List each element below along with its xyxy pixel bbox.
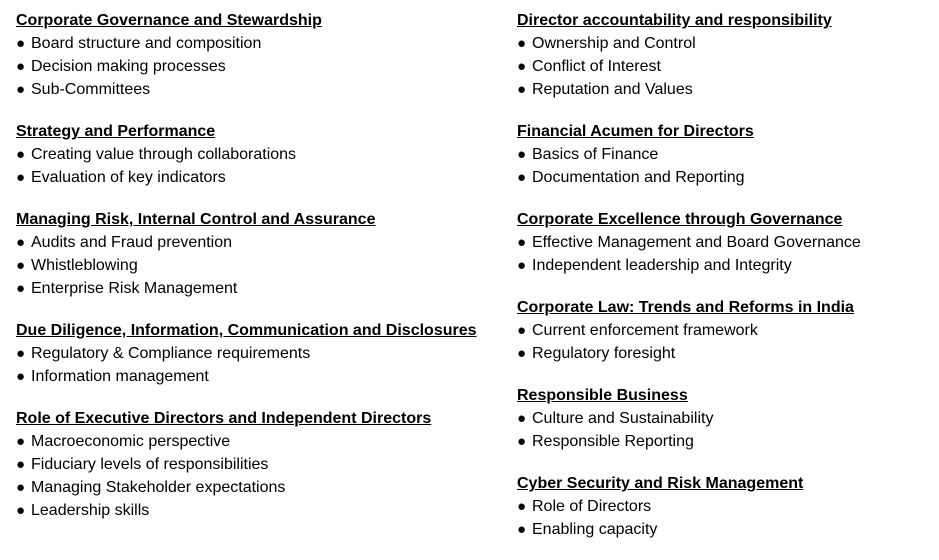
- list-item: [517, 342, 927, 365]
- list-item-text: Decision making processes: [31, 58, 226, 75]
- bullet-icon: ●: [16, 502, 26, 519]
- bullet-icon: ●: [16, 58, 26, 75]
- section-heading: Role of Executive Directors and Independent Directors: [16, 410, 432, 427]
- list-item-text: Current enforcement framework: [532, 322, 758, 339]
- list-item-text: Managing Stakeholder expectations: [31, 479, 286, 496]
- list-item-text: Regulatory & Compliance requirements: [31, 345, 311, 362]
- list-item: [16, 78, 506, 101]
- section-director-accountability: [517, 9, 927, 101]
- list-item: [16, 231, 506, 254]
- bullet-icon: ●: [16, 146, 26, 163]
- list-item-text: Culture and Sustainability: [532, 410, 714, 427]
- section-heading: Managing Risk, Internal Control and Assurance: [16, 211, 376, 228]
- section-heading: Strategy and Performance: [16, 123, 216, 140]
- section-corporate-governance: [16, 9, 506, 101]
- list-item: [517, 407, 927, 430]
- bullet-icon: ●: [517, 410, 527, 427]
- bullet-icon: ●: [16, 35, 26, 52]
- list-item: [517, 518, 927, 541]
- list-item-text: Basics of Finance: [532, 146, 659, 163]
- list-item-text: Responsible Reporting: [532, 433, 694, 450]
- list-item-text: Whistleblowing: [31, 257, 138, 274]
- section-heading: Corporate Law: Trends and Reforms in India: [517, 299, 854, 316]
- list-item: [517, 495, 927, 518]
- list-item: [517, 55, 927, 78]
- section-heading: Cyber Security and Risk Management: [517, 475, 804, 492]
- list-item-text: Independent leadership and Integrity: [532, 257, 792, 274]
- section-heading: Responsible Business: [517, 387, 688, 404]
- bullet-icon: ●: [517, 234, 527, 251]
- list-item: [16, 430, 506, 453]
- list-item-text: Creating value through collaborations: [31, 146, 297, 163]
- list-item: [16, 55, 506, 78]
- list-item-text: Conflict of Interest: [532, 58, 661, 75]
- bullet-icon: ●: [16, 368, 26, 385]
- section-heading: Due Diligence, Information, Communication and Disclosures: [16, 322, 477, 339]
- list-item: [16, 476, 506, 499]
- list-item: [16, 499, 506, 522]
- section-corporate-law: [517, 296, 927, 365]
- section-responsible-business: [517, 384, 927, 453]
- bullet-icon: ●: [16, 280, 26, 297]
- bullet-icon: ●: [16, 433, 26, 450]
- bullet-icon: ●: [517, 169, 527, 186]
- section-cyber-security: [517, 472, 927, 541]
- list-item: [16, 453, 506, 476]
- list-item: [16, 254, 506, 277]
- list-item: [517, 143, 927, 166]
- bullet-icon: ●: [16, 169, 26, 186]
- list-item: [16, 166, 506, 189]
- list-item-text: Reputation and Values: [532, 81, 693, 98]
- section-role-of-directors: [16, 407, 506, 522]
- list-item-text: Effective Management and Board Governance: [532, 234, 861, 251]
- section-strategy-performance: [16, 120, 506, 189]
- list-item: [517, 78, 927, 101]
- bullet-icon: ●: [517, 58, 527, 75]
- section-due-diligence: [16, 319, 506, 388]
- section-financial-acumen: [517, 120, 927, 189]
- list-item-text: Audits and Fraud prevention: [31, 234, 233, 251]
- list-item-text: Leadership skills: [31, 502, 150, 519]
- section-heading: Financial Acumen for Directors: [517, 123, 754, 140]
- bullet-icon: ●: [16, 456, 26, 473]
- section-heading: Corporate Excellence through Governance: [517, 211, 843, 228]
- list-item-text: Evaluation of key indicators: [31, 169, 226, 186]
- list-item-text: Fiduciary levels of responsibilities: [31, 456, 269, 473]
- list-item: [517, 32, 927, 55]
- list-item: [16, 342, 506, 365]
- bullet-icon: ●: [517, 81, 527, 98]
- left-column: [16, 9, 506, 541]
- bullet-icon: ●: [16, 479, 26, 496]
- bullet-icon: ●: [517, 498, 527, 515]
- list-item: [517, 254, 927, 277]
- list-item-text: Macroeconomic perspective: [31, 433, 231, 450]
- list-item-text: Information management: [31, 368, 209, 385]
- bullet-icon: ●: [16, 345, 26, 362]
- list-item: [517, 231, 927, 254]
- bullet-icon: ●: [517, 345, 527, 362]
- list-item: [16, 365, 506, 388]
- list-item-text: Regulatory foresight: [532, 345, 676, 362]
- bullet-icon: ●: [16, 81, 26, 98]
- right-column: [517, 9, 927, 560]
- list-item: [16, 277, 506, 300]
- list-item-text: Board structure and composition: [31, 35, 262, 52]
- section-heading: Corporate Governance and Stewardship: [16, 12, 322, 29]
- list-item-text: Role of Directors: [532, 498, 652, 515]
- list-item: [517, 319, 927, 342]
- list-item-text: Documentation and Reporting: [532, 169, 745, 186]
- section-corporate-excellence: [517, 208, 927, 277]
- bullet-icon: ●: [517, 257, 527, 274]
- list-item-text: Sub-Committees: [31, 81, 151, 98]
- bullet-icon: ●: [517, 521, 527, 538]
- bullet-icon: ●: [517, 35, 527, 52]
- list-item-text: Enabling capacity: [532, 521, 658, 538]
- bullet-icon: ●: [517, 146, 527, 163]
- section-heading: Director accountability and responsibility: [517, 12, 832, 29]
- bullet-icon: ●: [16, 257, 26, 274]
- list-item: [517, 166, 927, 189]
- list-item: [517, 430, 927, 453]
- list-item: [16, 32, 506, 55]
- list-item-text: Enterprise Risk Management: [31, 280, 238, 297]
- bullet-icon: ●: [517, 322, 527, 339]
- list-item-text: Ownership and Control: [532, 35, 696, 52]
- section-managing-risk: [16, 208, 506, 300]
- bullet-icon: ●: [16, 234, 26, 251]
- list-item: [16, 143, 506, 166]
- bullet-icon: ●: [517, 433, 527, 450]
